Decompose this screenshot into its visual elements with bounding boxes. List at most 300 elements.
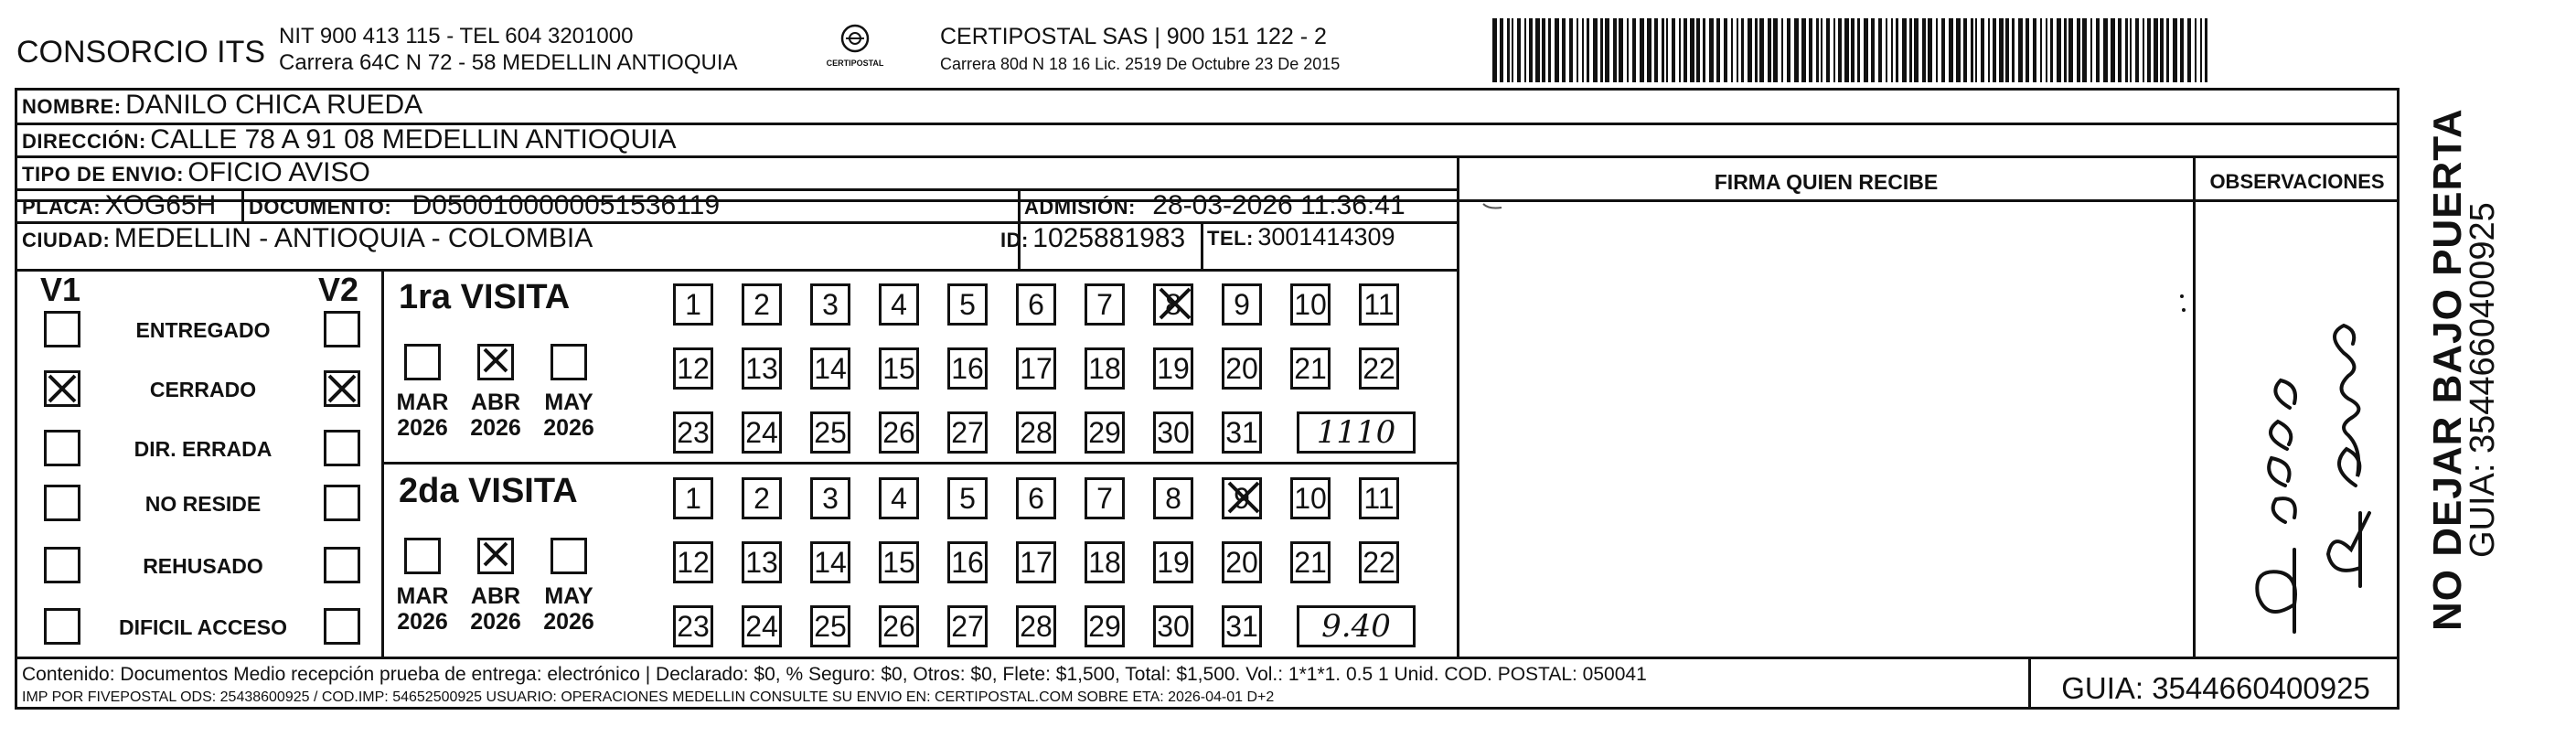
- barcode-bar: [1690, 18, 1694, 82]
- admision-value: 28-03-2026 11:36:41: [1152, 190, 1406, 220]
- day-number: 7: [1096, 287, 1113, 321]
- v2-header: V2: [318, 271, 359, 308]
- barcode-bar: [1844, 18, 1849, 82]
- status-v1-checkbox[interactable]: [44, 485, 80, 521]
- barcode-bar: [2205, 18, 2207, 82]
- day-cell[interactable]: [673, 347, 713, 390]
- barcode-bar: [2018, 18, 2023, 82]
- day-number: 5: [959, 287, 976, 321]
- side-warning: NO DEJAR BAJO PUERTA: [2425, 108, 2470, 631]
- day-cell[interactable]: [1016, 605, 1056, 647]
- day-cell[interactable]: [810, 477, 850, 519]
- day-number: 23: [677, 415, 710, 449]
- day-number: 15: [882, 545, 915, 579]
- barcode-bar: [1833, 18, 1835, 82]
- day-number: 9: [1234, 481, 1250, 515]
- barcode-bar: [1654, 18, 1658, 82]
- handwritten-x-mark: [326, 372, 358, 405]
- day-cell[interactable]: [1085, 347, 1125, 390]
- status-label: DIR. ERRADA: [134, 437, 273, 461]
- day-number: 17: [1020, 351, 1053, 385]
- day-cell[interactable]: [810, 347, 850, 390]
- barcode-bar: [2147, 18, 2151, 82]
- month-label: [390, 390, 454, 441]
- barcode-bar: [1949, 18, 1953, 82]
- day-cell[interactable]: [947, 283, 988, 326]
- barcode-bar: [1737, 18, 1738, 82]
- barcode-bar: [1816, 18, 1819, 82]
- day-number: 13: [745, 351, 778, 385]
- day-cell[interactable]: [1359, 477, 1399, 519]
- day-cell[interactable]: [879, 477, 919, 519]
- day-cell[interactable]: [1016, 477, 1056, 519]
- barcode-bar: [1582, 18, 1584, 82]
- tel-row: [1207, 223, 1395, 251]
- day-cell[interactable]: [742, 283, 782, 326]
- day-number: 25: [814, 415, 847, 449]
- barcode-bar: [1569, 18, 1573, 82]
- day-number: 15: [882, 351, 915, 385]
- barcode-bar: [1741, 18, 1744, 82]
- tel-label: TEL:: [1207, 227, 1254, 250]
- day-cell[interactable]: [673, 411, 713, 454]
- barcode-bar: [1902, 18, 1907, 82]
- admision-label: ADMISIÓN:: [1024, 196, 1136, 219]
- status-v2-checkbox[interactable]: [324, 608, 360, 645]
- day-cell[interactable]: [1085, 411, 1125, 454]
- handwritten-x-mark: [1225, 479, 1262, 516]
- barcode-bar: [1759, 18, 1764, 82]
- month-year: 2026: [543, 609, 594, 635]
- status-v1-checkbox[interactable]: [44, 608, 80, 645]
- month-name: MAR: [396, 390, 449, 415]
- month-name: MAY: [544, 583, 593, 609]
- month-checkbox[interactable]: [404, 344, 441, 380]
- barcode-bar: [2143, 18, 2144, 82]
- day-cell[interactable]: [1359, 283, 1399, 326]
- day-cell[interactable]: [1085, 541, 1125, 583]
- month-label: [464, 583, 528, 635]
- day-number: 19: [1157, 351, 1190, 385]
- day-cell[interactable]: [1016, 411, 1056, 454]
- day-cell[interactable]: [1222, 347, 1262, 390]
- day-number: 10: [1294, 287, 1327, 321]
- barcode-bar: [1640, 18, 1644, 82]
- handwritten-x-mark: [481, 346, 510, 375]
- barcode-bar: [1507, 18, 1510, 82]
- barcode-bar: [1878, 18, 1882, 82]
- logo-text: CERTIPOSTAL: [826, 59, 884, 68]
- day-number: 1: [685, 287, 701, 321]
- day-number: 6: [1028, 287, 1044, 321]
- carrier-license: Carrera 80d N 18 16 Lic. 2519 De Octubre 23 De 2015: [940, 55, 1341, 73]
- day-cell[interactable]: [947, 411, 988, 454]
- barcode-bar: [1993, 18, 1996, 82]
- barcode-bar: [1896, 18, 1898, 82]
- day-number: 8: [1165, 481, 1181, 515]
- certipostal-logo: [814, 20, 896, 75]
- month-year: 2026: [543, 415, 594, 441]
- day-cell[interactable]: [1222, 283, 1262, 326]
- visit-time-box[interactable]: 9.40: [1297, 605, 1416, 647]
- company-nit: NIT 900 413 115 - TEL 604 3201000: [279, 24, 634, 48]
- barcode-bar: [1600, 18, 1603, 82]
- barcode-bar: [2064, 18, 2067, 82]
- day-number: 11: [1363, 287, 1395, 321]
- day-number: 3: [822, 481, 839, 515]
- day-cell[interactable]: [947, 347, 988, 390]
- visit-title: 1ra VISITA: [399, 278, 571, 316]
- barcode-bar: [2040, 18, 2042, 82]
- barcode-bar: [1709, 18, 1714, 82]
- footer-guia: GUIA: 3544660400925: [2061, 671, 2370, 705]
- barcode-bar: [1587, 18, 1589, 82]
- barcode-bar: [1956, 18, 1961, 82]
- status-v2-checkbox[interactable]: [324, 485, 360, 521]
- day-cell[interactable]: [1153, 541, 1193, 583]
- barcode-bar: [1838, 18, 1842, 82]
- day-cell[interactable]: [1153, 477, 1193, 519]
- day-cell[interactable]: [947, 605, 988, 647]
- barcode-bar: [2090, 18, 2092, 82]
- day-number: 13: [745, 545, 778, 579]
- visit-title: 2da VISITA: [399, 472, 578, 510]
- day-cell[interactable]: [742, 605, 782, 647]
- tipo-label: TIPO DE ENVIO:: [22, 163, 184, 186]
- month-label: [537, 583, 601, 635]
- tipo-row: [22, 157, 370, 188]
- day-cell[interactable]: [1153, 347, 1193, 390]
- barcode-bar: [1748, 18, 1752, 82]
- day-cell[interactable]: [1222, 411, 1262, 454]
- day-cell[interactable]: [1359, 541, 1399, 583]
- barcode-bar: [2154, 18, 2158, 82]
- barcode-bar: [1999, 18, 2004, 82]
- day-cell[interactable]: [1016, 283, 1056, 326]
- barcode-bar: [2200, 18, 2202, 82]
- month-checkbox[interactable]: [550, 344, 587, 380]
- month-name: MAY: [544, 390, 593, 415]
- day-cell[interactable]: [1016, 541, 1056, 583]
- day-number: 1: [685, 481, 701, 515]
- id-label: ID:: [1000, 229, 1029, 251]
- barcode-bar: [1500, 18, 1503, 82]
- footer-line1: Contenido: Documentos Medio recepción prueba de entrega: electrónico | Declarado: $0, % Seguro: $0, Otros: $0, Flete: $1,500, Total: $1,500. Vol.: 1*1*1. 0.5 1 Unid. COD. POSTAL: 050041: [22, 664, 1647, 685]
- barcode-bar: [1627, 18, 1629, 82]
- status-label: CERRADO: [149, 378, 257, 401]
- handwritten-x-mark: [481, 539, 510, 569]
- day-number: 4: [891, 481, 907, 515]
- day-cell[interactable]: [742, 411, 782, 454]
- barcode-bar: [1593, 18, 1598, 82]
- barcode-bar: [1971, 18, 1973, 82]
- status-label: DIFICIL ACCESO: [118, 615, 287, 639]
- day-number: 2: [754, 287, 770, 321]
- barcode-bar: [2118, 18, 2122, 82]
- barcode-bar: [1577, 18, 1578, 82]
- barcode-bar: [2180, 18, 2184, 82]
- month-year: 2026: [397, 609, 448, 635]
- day-cell[interactable]: [810, 411, 850, 454]
- day-cell[interactable]: [1290, 477, 1331, 519]
- placa-row: [22, 190, 216, 221]
- barcode-bar: [2077, 18, 2080, 82]
- day-number: 31: [1225, 609, 1258, 643]
- day-cell[interactable]: [1290, 541, 1331, 583]
- day-cell[interactable]: [810, 541, 850, 583]
- month-name: ABR: [470, 390, 521, 415]
- barcode-bar: [1891, 18, 1893, 82]
- day-number: 6: [1028, 481, 1044, 515]
- barcode-bar: [1928, 18, 1932, 82]
- direccion-value: CALLE 78 A 91 08 MEDELLIN ANTIOQUIA: [150, 124, 677, 155]
- day-number: 20: [1225, 351, 1258, 385]
- barcode-bar: [2068, 18, 2073, 82]
- day-cell[interactable]: [742, 477, 782, 519]
- barcode-bar: [1605, 18, 1609, 82]
- documento-value: D0500100000051536119: [412, 190, 721, 220]
- day-cell[interactable]: [1153, 605, 1193, 647]
- barcode-bar: [1696, 18, 1700, 82]
- barcode-bar: [2096, 18, 2100, 82]
- day-cell[interactable]: [1085, 605, 1125, 647]
- status-v2-checkbox[interactable]: [324, 430, 360, 466]
- barcode-bar: [1613, 18, 1617, 82]
- barcode-bar: [1988, 18, 1990, 82]
- day-number: 19: [1157, 545, 1190, 579]
- month-label: [537, 390, 601, 441]
- barcode-bar: [2173, 18, 2177, 82]
- day-number: 14: [814, 351, 847, 385]
- day-cell[interactable]: [1085, 283, 1125, 326]
- day-number: 30: [1157, 415, 1190, 449]
- day-number: 20: [1225, 545, 1258, 579]
- day-cell[interactable]: [1085, 477, 1125, 519]
- barcode-bar: [2166, 18, 2169, 82]
- barcode-bar: [1548, 18, 1551, 82]
- nombre-row: [22, 90, 422, 121]
- day-number: 14: [814, 545, 847, 579]
- barcode-bar: [1781, 18, 1783, 82]
- nombre-value: DANILO CHICA RUEDA: [125, 90, 423, 120]
- barcode-bar: [1975, 18, 1977, 82]
- day-number: 11: [1363, 481, 1395, 515]
- day-cell[interactable]: [1290, 347, 1331, 390]
- barcode-bar: [1724, 18, 1727, 82]
- day-cell[interactable]: [810, 605, 850, 647]
- handwritten-x-mark: [46, 372, 79, 405]
- barcode-bar: [1542, 18, 1545, 82]
- barcode-bar: [1886, 18, 1887, 82]
- barcode-bar: [1662, 18, 1664, 82]
- barcode-bar: [1914, 18, 1919, 82]
- placa-label: PLACA:: [22, 196, 102, 219]
- barcode-bar: [1773, 18, 1778, 82]
- day-cell[interactable]: [742, 347, 782, 390]
- day-number: 22: [1363, 351, 1395, 385]
- day-cell[interactable]: [673, 541, 713, 583]
- status-label: NO RESIDE: [144, 492, 262, 516]
- day-number: 2: [754, 481, 770, 515]
- barcode-bar: [1529, 18, 1533, 82]
- visit-time-box[interactable]: 1110: [1297, 411, 1416, 454]
- day-cell[interactable]: [879, 347, 919, 390]
- day-cell[interactable]: [1222, 605, 1262, 647]
- barcode-bar: [1555, 18, 1559, 82]
- day-number: 29: [1088, 609, 1121, 643]
- day-cell[interactable]: [879, 605, 919, 647]
- day-cell[interactable]: [1153, 411, 1193, 454]
- barcode-bar: [1801, 18, 1806, 82]
- signature-area: [1459, 202, 2191, 655]
- barcode-bar: [1768, 18, 1771, 82]
- day-number: 23: [677, 609, 710, 643]
- barcode-bar: [2135, 18, 2139, 82]
- day-number: 27: [951, 415, 984, 449]
- day-number: 22: [1363, 545, 1395, 579]
- day-cell[interactable]: [947, 541, 988, 583]
- day-number: 17: [1020, 545, 1053, 579]
- barcode-bar: [1864, 18, 1868, 82]
- observaciones-header: OBSERVACIONES: [2209, 170, 2385, 193]
- barcode-bar: [2026, 18, 2029, 82]
- day-cell[interactable]: [673, 605, 713, 647]
- day-cell[interactable]: [1359, 347, 1399, 390]
- day-cell[interactable]: [742, 541, 782, 583]
- barcode-bar: [2082, 18, 2087, 82]
- barcode-bar: [1871, 18, 1875, 82]
- barcode-bar: [1679, 18, 1681, 82]
- day-number: 18: [1088, 351, 1121, 385]
- status-label: REHUSADO: [143, 554, 263, 578]
- day-number: 9: [1234, 287, 1250, 321]
- barcode-bar: [1794, 18, 1799, 82]
- month-year: 2026: [470, 415, 521, 441]
- day-number: 28: [1020, 415, 1053, 449]
- footer-line2: IMP POR FIVEPOSTAL ODS: 25438600925 / COD.IMP: 54652500925 USUARIO: OPERACIONES MEDELLIN CONSULTE SU ENVIO EN: CERTIPOSTAL.COM SOBRE ETA: 2026-04-01 D+2: [22, 689, 1275, 705]
- month-year: 2026: [397, 415, 448, 441]
- day-cell[interactable]: [879, 411, 919, 454]
- barcode-bar: [1809, 18, 1812, 82]
- month-label: [390, 583, 454, 635]
- day-number: 31: [1225, 415, 1258, 449]
- month-year: 2026: [470, 609, 521, 635]
- barcode-bar: [1683, 18, 1687, 82]
- status-label: ENTREGADO: [135, 318, 271, 342]
- observaciones-handwriting: [2196, 202, 2397, 655]
- nombre-label: NOMBRE:: [22, 95, 122, 118]
- barcode-bar: [1981, 18, 1984, 82]
- barcode-bar: [2125, 18, 2128, 82]
- barcode-bar: [2050, 18, 2053, 82]
- placa-value: XOG65H: [104, 190, 217, 220]
- day-number: 21: [1294, 545, 1327, 579]
- barcode-bar: [2057, 18, 2061, 82]
- company-name: CONSORCIO ITS: [16, 35, 266, 69]
- barcode-bar: [2046, 18, 2047, 82]
- barcode-bar: [1716, 18, 1720, 82]
- carrier-name: CERTIPOSTAL SAS | 900 151 122 - 2: [940, 24, 1327, 49]
- barcode-bar: [1936, 18, 1938, 82]
- day-number: 24: [745, 609, 778, 643]
- barcode-bar: [1512, 18, 1513, 82]
- day-cell[interactable]: [673, 283, 713, 326]
- ciudad-label: CIUDAD:: [22, 229, 111, 251]
- tipo-value: OFICIO AVISO: [187, 157, 370, 187]
- barcode-bar: [1703, 18, 1705, 82]
- month-name: MAR: [396, 583, 449, 609]
- day-number: 8: [1165, 287, 1181, 321]
- barcode-bar: [1524, 18, 1526, 82]
- day-number: 3: [822, 287, 839, 321]
- day-number: 10: [1294, 481, 1327, 515]
- day-cell[interactable]: [673, 477, 713, 519]
- day-number: 27: [951, 609, 984, 643]
- day-cell[interactable]: [1290, 283, 1331, 326]
- day-number: 16: [951, 545, 984, 579]
- barcode-bar: [1787, 18, 1790, 82]
- status-v1-checkbox[interactable]: [44, 547, 80, 583]
- day-number: 5: [959, 481, 976, 515]
- barcode-bar: [1535, 18, 1540, 82]
- day-cell[interactable]: [947, 477, 988, 519]
- barcode-bar: [2195, 18, 2197, 82]
- barcode-bar: [2160, 18, 2164, 82]
- barcode-bar: [2111, 18, 2115, 82]
- barcode-bar: [2012, 18, 2015, 82]
- day-cell[interactable]: [879, 541, 919, 583]
- documento-label: DOCUMENTO:: [249, 196, 392, 219]
- status-v1-checkbox[interactable]: [44, 311, 80, 347]
- barcode-bar: [1826, 18, 1830, 82]
- barcode-bar: [1821, 18, 1822, 82]
- day-number: 12: [677, 545, 710, 579]
- day-number: 18: [1088, 545, 1121, 579]
- barcode-bar: [1647, 18, 1651, 82]
- company-address: Carrera 64C N 72 - 58 MEDELLIN ANTIOQUIA: [279, 50, 738, 75]
- day-number: 26: [882, 415, 915, 449]
- day-cell[interactable]: [1222, 541, 1262, 583]
- status-v1-checkbox[interactable]: [44, 430, 80, 466]
- barcode-bar: [1672, 18, 1675, 82]
- day-number: 30: [1157, 609, 1190, 643]
- status-v2-checkbox[interactable]: [324, 311, 360, 347]
- day-cell[interactable]: [879, 283, 919, 326]
- barcode-bar: [1731, 18, 1733, 82]
- day-cell[interactable]: [1016, 347, 1056, 390]
- day-cell[interactable]: [810, 283, 850, 326]
- month-label: [464, 390, 528, 441]
- barcode-bar: [1619, 18, 1623, 82]
- firma-header: FIRMA QUIEN RECIBE: [1714, 170, 1939, 194]
- barcode-bar: [1755, 18, 1758, 82]
- admision-row: [1024, 190, 1406, 221]
- barcode-bar: [2005, 18, 2009, 82]
- day-number: 25: [814, 609, 847, 643]
- month-name: ABR: [470, 583, 521, 609]
- day-number: 29: [1088, 415, 1121, 449]
- barcode-bar: [1909, 18, 1912, 82]
- day-number: 4: [891, 287, 907, 321]
- month-checkbox[interactable]: [404, 538, 441, 574]
- barcode-bar: [1857, 18, 1860, 82]
- month-checkbox[interactable]: [550, 538, 587, 574]
- day-number: 12: [677, 351, 710, 385]
- barcode-bar: [2130, 18, 2132, 82]
- v1-header: V1: [40, 271, 81, 308]
- day-number: 26: [882, 609, 915, 643]
- status-v2-checkbox[interactable]: [324, 547, 360, 583]
